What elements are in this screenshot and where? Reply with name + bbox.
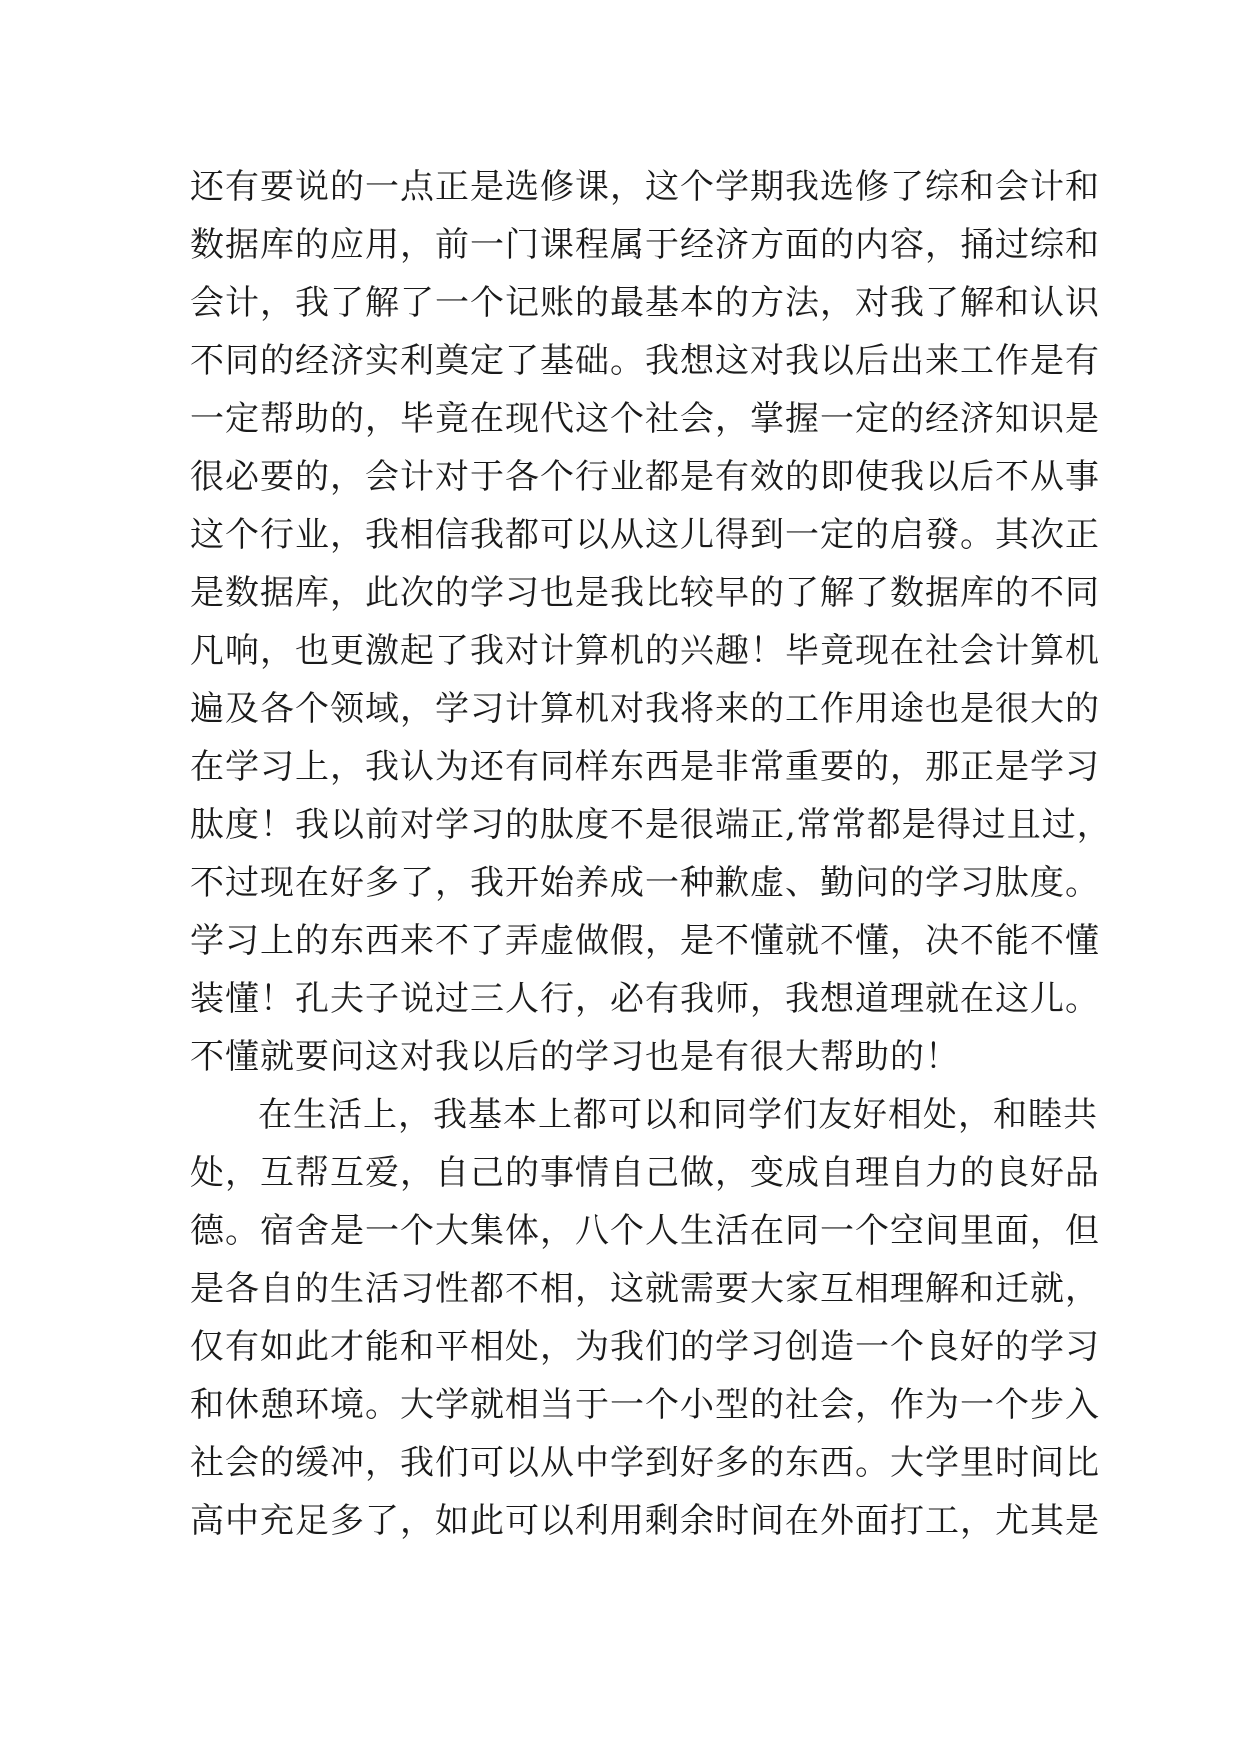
- paragraph-start-line: 在生活上，我基本上都可以和同学们友好相处，和睦共: [258, 1095, 1098, 1135]
- text-line: 仅有如此才能和平相处，为我们的学习创造一个良好的学习: [190, 1327, 1100, 1367]
- text-line: 肽度！我以前对学习的肽度不是很端正,常常都是得过且过，: [190, 805, 1112, 845]
- text-line: 还有要说的一点正是选修课，这个学期我选修了综和会计和: [190, 167, 1100, 207]
- text-line: 在学习上，我认为还有同样东西是非常重要的，那正是学习: [190, 747, 1100, 787]
- body-text: [190, 158, 1112, 1550]
- text-line: 不过现在好多了，我开始养成一种歉虚、勤问的学习肽度。: [190, 863, 1100, 903]
- text-line: 学习上的东西来不了弄虚做假，是不懂就不懂，决不能不懂: [190, 921, 1100, 961]
- text-line: 会计，我了解了一个记账的最基本的方法，对我了解和认识: [190, 283, 1100, 323]
- text-line: 处，互帮互爱，自己的事情自己做，变成自理自力的良好品: [190, 1153, 1100, 1193]
- text-line: 不懂就要问这对我以后的学习也是有很大帮助的！: [190, 1037, 960, 1077]
- text-line: 装懂！孔夫子说过三人行，必有我师，我想道理就在这儿。: [190, 979, 1100, 1019]
- text-line: 和休憩环境。大学就相当于一个小型的社会，作为一个步入: [190, 1385, 1100, 1425]
- text-line: 是各自的生活习性都不相，这就需要大家互相理解和迁就，: [190, 1269, 1100, 1309]
- text-line: 凡响，也更激起了我对计算机的兴趣！毕竟现在社会计算机: [190, 631, 1100, 671]
- text-line: 数据库的应用，前一门课程属于经济方面的内容，捅过综和: [190, 225, 1100, 265]
- text-line: 社会的缓冲，我们可以从中学到好多的东西。大学里时间比: [190, 1443, 1100, 1483]
- text-line: 高中充足多了，如此可以利用剩余时间在外面打工，尤其是: [190, 1501, 1100, 1541]
- text-line: 一定帮助的，毕竟在现代这个社会，掌握一定的经济知识是: [190, 399, 1100, 439]
- text-line: 这个行业，我相信我都可以从这儿得到一定的启發。其次正: [190, 515, 1100, 555]
- text-line: 遍及各个领域，学习计算机对我将来的工作用途也是很大的: [190, 689, 1100, 729]
- text-line: 是数据库，此次的学习也是我比较早的了解了数据库的不同: [190, 573, 1100, 613]
- text-line: 不同的经济实利奠定了基础。我想这对我以后出来工作是有: [190, 341, 1100, 381]
- text-line: 很必要的，会计对于各个行业都是有效的即使我以后不从事: [190, 457, 1100, 497]
- text-line: 德。宿舍是一个大集体，八个人生活在同一个空间里面，但: [190, 1211, 1100, 1251]
